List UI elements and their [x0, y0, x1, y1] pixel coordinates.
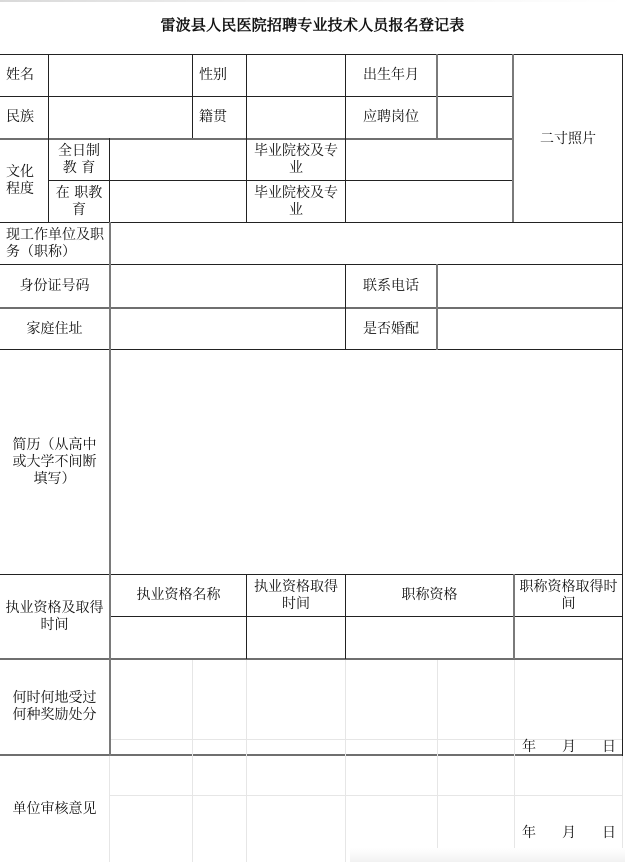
title-field[interactable] — [346, 617, 513, 658]
qual-name-header: 执业资格名称 — [136, 587, 221, 603]
married-field[interactable] — [438, 309, 622, 349]
form-title: 雷波县人民医院招聘专业技术人员报名登记表 — [160, 16, 465, 34]
qualification-label: 执业资格及取得时间 — [5, 599, 104, 633]
grid-line — [622, 54, 623, 756]
id-label: 身份证号码 — [19, 277, 90, 294]
photo-box[interactable]: 二寸照片 — [540, 131, 596, 147]
name-field[interactable] — [49, 55, 192, 96]
day-label: 日 — [602, 739, 616, 755]
gender-field[interactable] — [247, 55, 345, 96]
work-unit-field[interactable] — [111, 223, 622, 264]
title-header: 职称资格 — [401, 587, 458, 603]
inservice-school-field[interactable] — [346, 181, 512, 222]
native-place-label: 籍贯 — [199, 109, 227, 125]
year-label: 年 — [522, 825, 536, 841]
review-date — [522, 824, 616, 842]
qual-time-header: 执业资格取得时间 — [254, 578, 338, 612]
ethnicity-field[interactable] — [49, 97, 192, 138]
reward-field[interactable] — [111, 660, 622, 738]
fulltime-edu-field[interactable] — [110, 140, 246, 180]
grid-line — [109, 756, 110, 862]
phone-field[interactable] — [438, 265, 622, 307]
qual-name-field[interactable] — [111, 617, 246, 658]
address-label: 家庭住址 — [26, 320, 83, 337]
month-label: 月 — [562, 739, 576, 755]
top-edge — [0, 0, 625, 2]
month-label: 月 — [562, 825, 576, 841]
native-place-field[interactable] — [247, 97, 345, 138]
ethnicity-label: 民族 — [6, 109, 34, 125]
page-edge-shadow — [350, 848, 625, 862]
fulltime-school-field[interactable] — [346, 140, 512, 180]
birth-label: 出生年月 — [363, 67, 419, 83]
married-label: 是否婚配 — [363, 320, 419, 337]
resume-label: 简历（从高中或大学不间断填写） — [12, 436, 97, 487]
inservice-edu-field[interactable] — [110, 181, 246, 222]
year-label: 年 — [522, 739, 536, 755]
birth-field[interactable] — [438, 55, 512, 96]
qual-time-field[interactable] — [247, 617, 345, 658]
work-unit-label: 现工作单位及职务（职称） — [6, 226, 104, 260]
resume-field[interactable] — [111, 350, 622, 574]
school-major-label-1: 毕业院校及专业 — [254, 143, 338, 176]
grid-line — [622, 756, 623, 862]
reward-label: 何时何地受过何种奖励处分 — [12, 690, 97, 723]
fulltime-label: 全日制教 育 — [58, 143, 100, 176]
title-time-field[interactable] — [515, 617, 622, 658]
position-field[interactable] — [438, 97, 512, 138]
school-major-label-2: 毕业院校及专业 — [254, 184, 338, 218]
inservice-label: 在 职教育 — [55, 184, 103, 218]
education-label: 文化程度 — [6, 164, 34, 197]
day-label: 日 — [602, 825, 616, 841]
position-label: 应聘岗位 — [363, 109, 419, 125]
review-label: 单位审核意见 — [12, 800, 97, 817]
review-field[interactable] — [111, 757, 622, 822]
address-field[interactable] — [111, 309, 345, 349]
phone-label: 联系电话 — [363, 277, 419, 294]
name-label: 姓名 — [6, 67, 34, 83]
title-time-header: 职称资格取得时间 — [519, 578, 618, 612]
id-field[interactable] — [111, 265, 345, 307]
reward-date — [522, 739, 616, 755]
gender-label: 性别 — [199, 67, 227, 83]
